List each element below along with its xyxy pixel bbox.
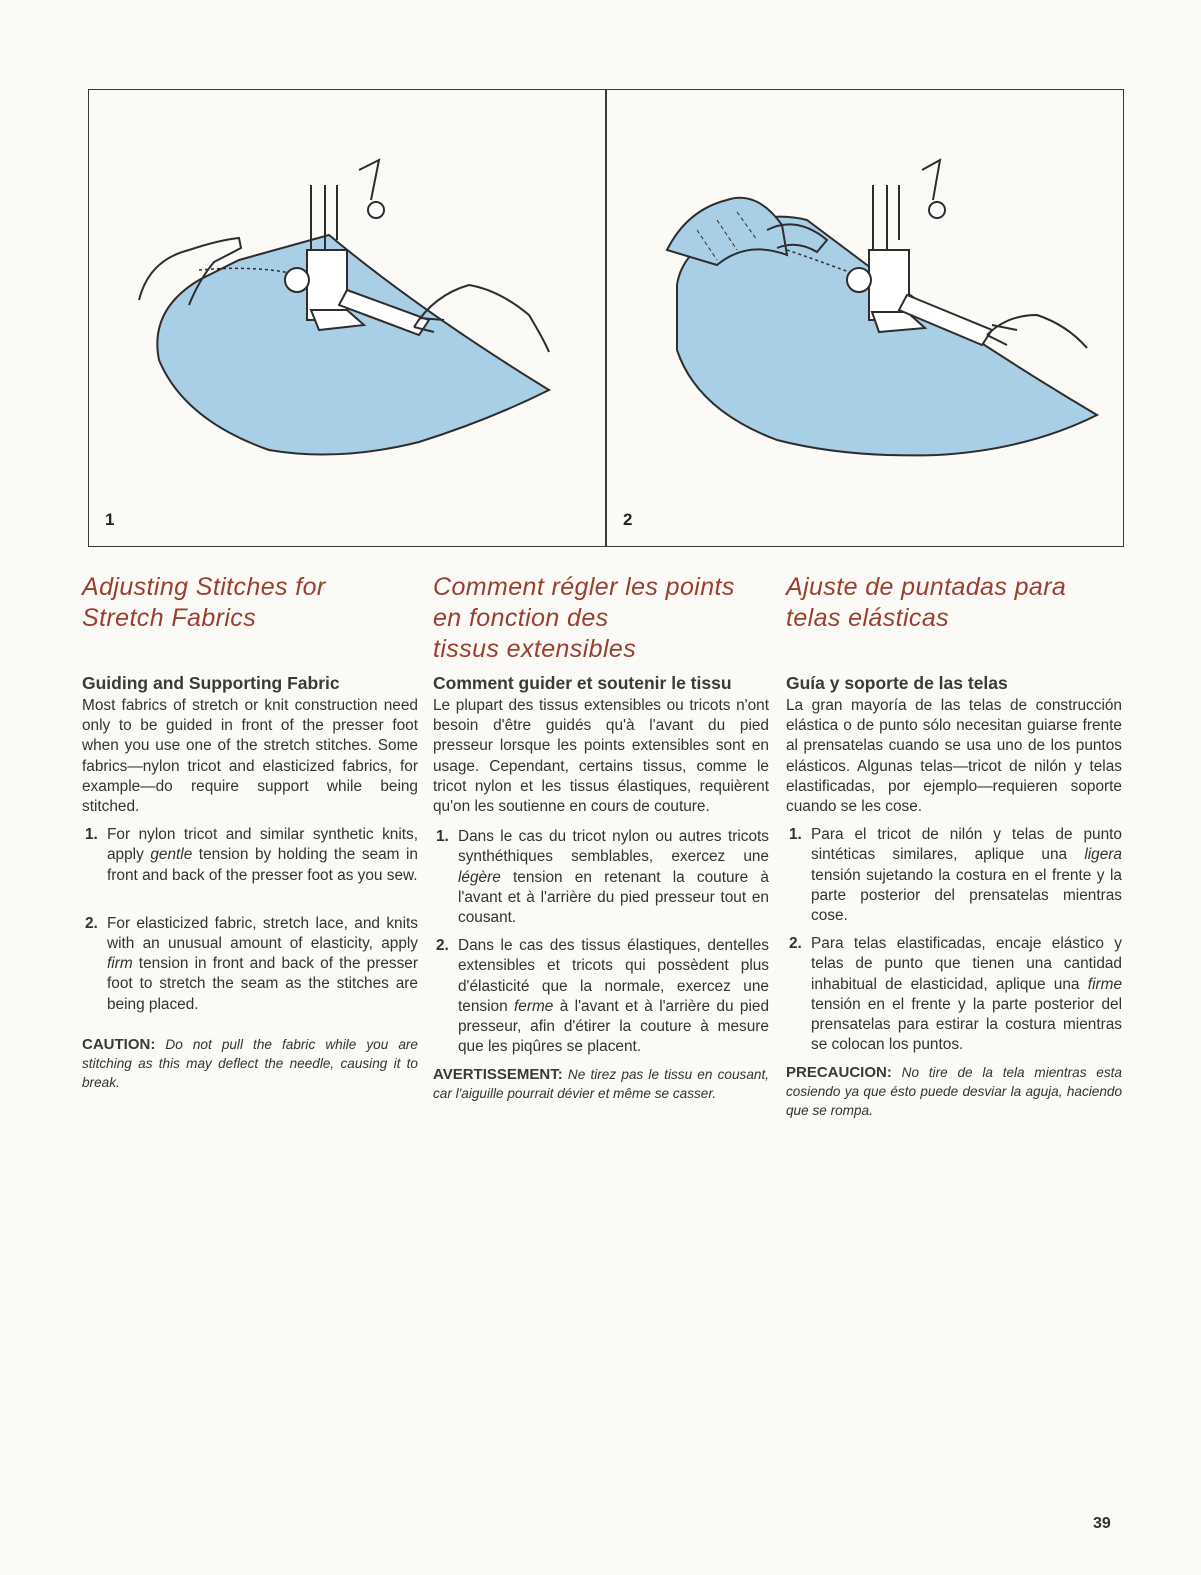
item-text: tension en retenant la couture à l'avant et à l'arrière du pied presseur tout en cousant.: [458, 868, 769, 927]
english-column: [82, 572, 418, 1092]
list-number: 1.: [85, 826, 98, 844]
list-item: [786, 934, 1122, 1055]
list-item: [433, 936, 769, 1057]
intro-paragraph: Most fabrics of stretch or knit construction need only to be guided in front of the presser foot when you use one of the stretch stitches. Some fabrics—nylon tricot and elasticized fabrics, for example—do require support while being stitched.: [82, 697, 418, 816]
title-line: tissus extensibles: [433, 635, 637, 663]
list-number: 2.: [85, 914, 98, 932]
item-text: tensión sujetando la costura en el frente y la parte posterior del prensatelas mientras cose.: [811, 866, 1122, 925]
emphasis: firme: [1087, 975, 1122, 993]
intro-paragraph: La gran mayoría de las telas de construcción elástica o de punto sólo necesitan guiarse frente al prensatelas cuando se usa uno de los puntos elásticos. Algunas telas—tricot de nilón y telas elastificadas, por ejemplo—requieren soporte cuando se les cose.: [786, 697, 1122, 816]
title-line: Adjusting Stitches for: [82, 573, 326, 601]
sewing-illustration-2: [607, 90, 1123, 548]
title-line: Stretch Fabrics: [82, 604, 257, 632]
emphasis: gentle: [150, 846, 193, 864]
caution-label: CAUTION:: [82, 1035, 156, 1053]
item-text: Para telas elastificadas, encaje elástico y telas de punto que tienen una cantidad inhabitual de elasticidad, aplique una: [811, 935, 1122, 993]
caution-note: [82, 1035, 418, 1092]
figure-number: 1: [105, 510, 115, 529]
list-item: [786, 825, 1122, 926]
section-subhead: Comment guider et soutenir le tissu: [433, 673, 732, 693]
emphasis: légère: [458, 868, 501, 886]
instruction-list: [786, 825, 1122, 1055]
list-item: [433, 827, 769, 928]
thumb-screw: [929, 202, 945, 218]
item-text: tensión en el frente y la parte posterior del prensatelas para estirar la costura mientras se colocan los puntos.: [811, 995, 1122, 1054]
emphasis: firm: [107, 955, 133, 973]
title-line: en fonction des: [433, 604, 609, 632]
figure-2-panel: [607, 90, 1123, 546]
right-hand: [987, 315, 1087, 348]
caution-text: Do not pull the fabric while you are stitching as this may deflect the needle, causing it to break.: [82, 1036, 418, 1090]
figure-number: 2: [623, 510, 633, 529]
list-number: 1.: [436, 828, 449, 846]
emphasis: ligera: [1084, 846, 1122, 864]
bobbin-knob: [285, 268, 309, 292]
presser-bar: [873, 185, 899, 250]
english-title: [82, 572, 418, 672]
intro-paragraph: Le plupart des tissus extensibles ou tricots n'ont besoin d'être guidés qu'à l'avant du pied presseur lorsque les points extensibles sont en usage. Cependant, certains tissus, comme le tricot nylon et les tissus élastiques, requièrent qu'on les soutienne en cours de couture.: [433, 697, 769, 816]
bobbin-knob: [847, 268, 871, 292]
spanish-title: [786, 572, 1122, 672]
caution-note: [786, 1063, 1122, 1120]
figure-1-panel: [89, 90, 605, 546]
item-text: Dans le cas du tricot nylon ou autres tricots synthéthiques semblables, exercez une: [458, 828, 769, 866]
french-title: [433, 572, 769, 672]
item-text: For nylon tricot and similar synthetic knits, apply: [107, 826, 418, 864]
item-text: For elasticized fabric, stretch lace, and knits with an unusual amount of elasticity, apply: [107, 914, 418, 953]
page-number: 39: [1093, 1515, 1111, 1532]
section-subhead: Guía y soporte de las telas: [786, 673, 1008, 693]
item-text: à l'avant et à l'arrière du pied presseur, afin d'étirer la couture à mesure que les piqûres se placent.: [458, 997, 769, 1056]
caution-note: [433, 1065, 769, 1103]
list-item: [82, 914, 418, 1015]
emphasis: ferme: [514, 997, 554, 1015]
title-line: telas elásticas: [786, 604, 950, 632]
instruction-list: [433, 827, 769, 1057]
title-line: Ajuste de puntadas para: [786, 573, 1067, 601]
item-text: tension in front and back of the presser foot to stretch the seam as the stitches are being placed.: [107, 955, 418, 1013]
figure-frame: [88, 89, 1124, 547]
item-text: tension by holding the seam in front and back of the presser foot as you sew.: [107, 846, 418, 884]
list-number: 2.: [789, 935, 802, 953]
caution-label: PRECAUCION:: [786, 1064, 892, 1082]
list-number: 1.: [789, 826, 802, 844]
list-number: 2.: [436, 937, 449, 955]
thumb-screw: [368, 202, 384, 218]
list-item: [82, 825, 418, 886]
caution-text: No tire de la tela mientras esta cosiendo ya que ésto puede desviar la aguja, haciendo que se rompa.: [786, 1065, 1122, 1119]
instruction-list: [82, 825, 418, 1015]
item-text: Dans le cas des tissus élastiques, dentelles extensibles et tricots qui possèdent plus d'élasticité que la normale, exercez une tension: [458, 937, 769, 1015]
caution-text: Ne tirez pas le tissu en cousant, car l'aiguille pourrait dévier et même se casser.: [433, 1067, 769, 1102]
fabric-piece: [157, 235, 549, 455]
sewing-illustration-1: [89, 90, 605, 548]
title-line: Comment régler les points: [433, 573, 735, 601]
item-text: Para el tricot de nilón y telas de punto sintéticas similares, aplique una: [811, 826, 1122, 864]
french-column: [433, 572, 769, 1103]
caution-label: AVERTISSEMENT:: [433, 1066, 563, 1084]
section-subhead: Guiding and Supporting Fabric: [82, 673, 340, 693]
spanish-column: [786, 572, 1122, 1120]
